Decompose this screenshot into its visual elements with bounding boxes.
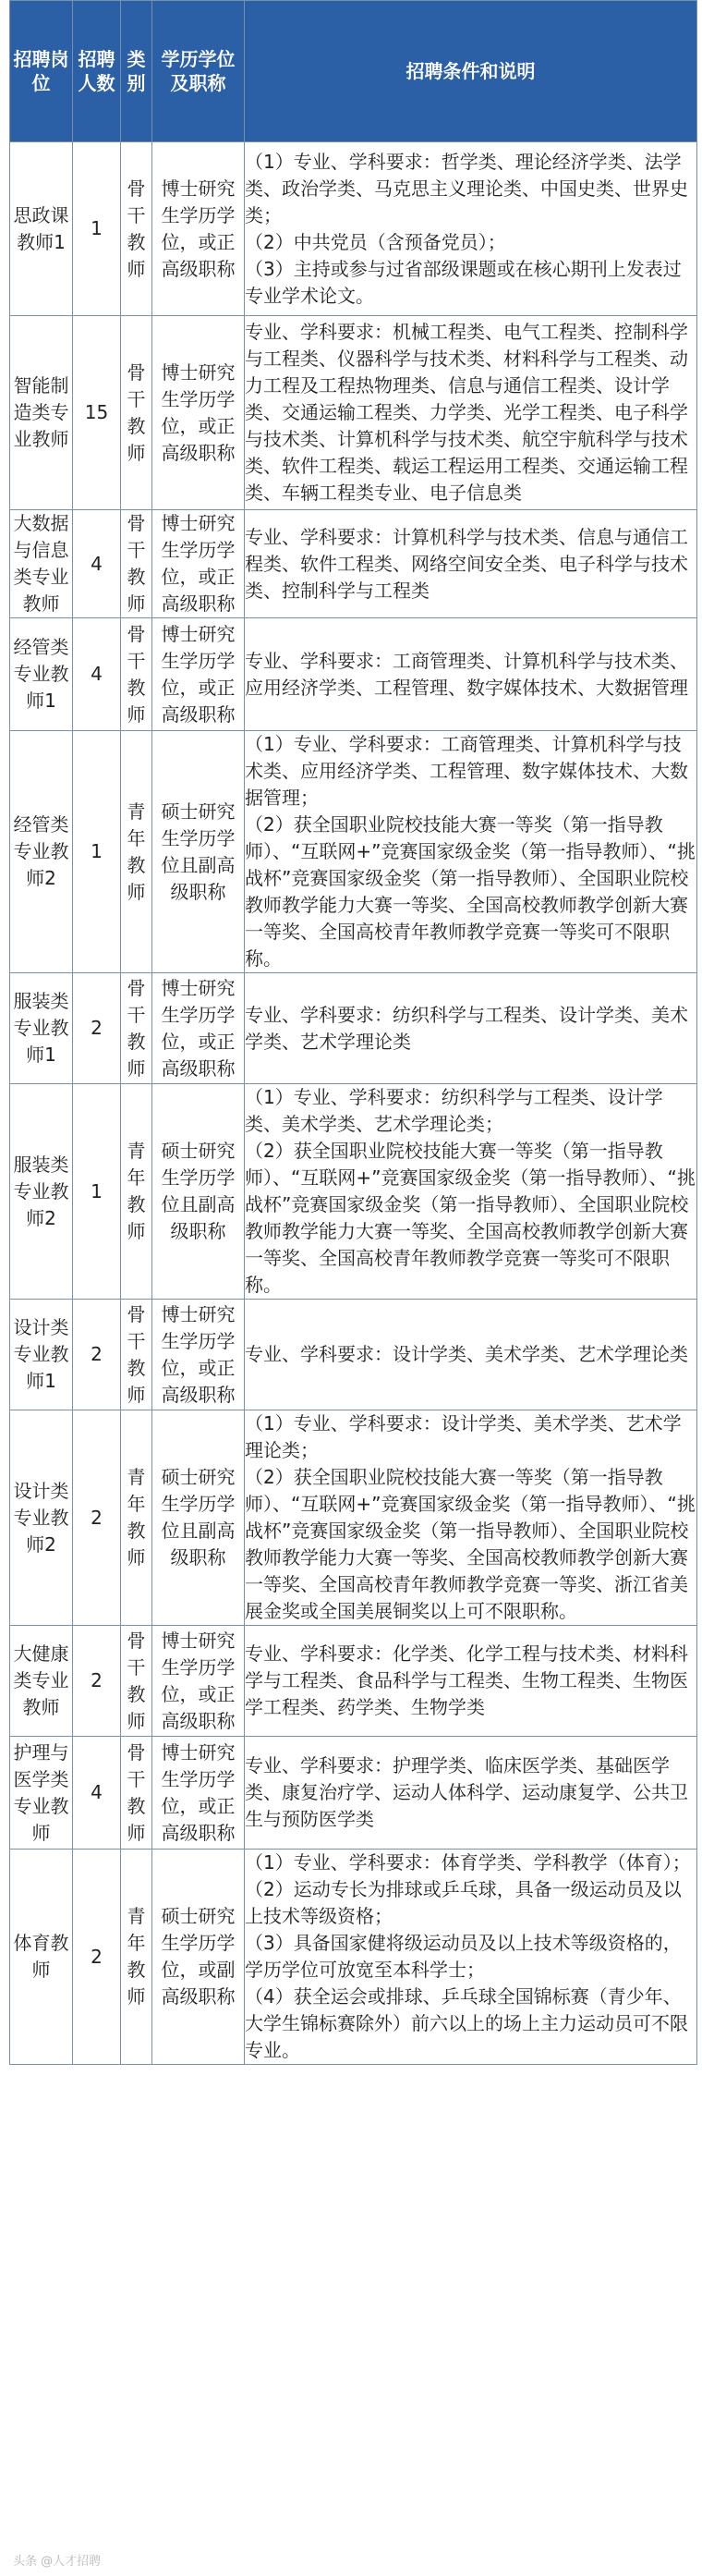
cell-degree: 博士研究生学历学位，或正高级职称: [152, 1737, 245, 1850]
cell-requirements: [245, 1850, 697, 2065]
cell-degree: 硕士研究生学历学位，或副高级职称: [152, 1850, 245, 2065]
cell-post: 经管类专业教师2: [10, 731, 73, 973]
cell-num: 4: [73, 1737, 121, 1850]
table-row: [10, 618, 697, 731]
cell-degree: 硕士研究生学历学位且副高级职称: [152, 1084, 245, 1300]
cell-post: 服装类专业教师2: [10, 1084, 73, 1300]
cell-degree: 博士研究生学历学位，或正高级职称: [152, 316, 245, 510]
cell-num: 2: [73, 1850, 121, 2065]
cell-requirements: [245, 1300, 697, 1410]
cell-post: 经管类专业教师1: [10, 618, 73, 731]
requirement-line: 专业、学科要求：护理学类、临床医学类、基础医学类、康复治疗学、运动人体科学、运动康复学、公共卫生与预防医学类: [245, 1754, 688, 1830]
cell-num: 2: [73, 1410, 121, 1626]
requirement-line: 专业、学科要求：机械工程类、电气工程类、控制科学与工程类、仪器科学与技术类、材料科学与工程类、动力工程及工程热物理类、信息与通信工程类、设计学类、交通运输工程类、力学类、光学工程类、电子科学与技术类、计算机科学与技术类、航空宇航科学与技术类、软件工程类、载运工程运用工程类、交通运输工程类、车辆工程类专业、电子信息类: [245, 321, 688, 504]
cell-type: 骨干教师: [121, 1626, 152, 1737]
cell-requirements: [245, 142, 697, 316]
requirement-line: （1）专业、学科要求：纺织科学与工程类、设计学类、美术学类、艺术学理论类；: [245, 1086, 663, 1135]
cell-num: 2: [73, 1300, 121, 1410]
cell-type: 青年教师: [121, 1410, 152, 1626]
table-header-row: [10, 1, 697, 142]
table-row: [10, 1737, 697, 1850]
cell-post: 设计类专业教师1: [10, 1300, 73, 1410]
cell-type: 骨干教师: [121, 973, 152, 1084]
table-row: [10, 1626, 697, 1737]
cell-type: 骨干教师: [121, 1300, 152, 1410]
cell-requirements: [245, 618, 697, 731]
cell-type: 骨干教师: [121, 510, 152, 618]
requirement-line: （2）中共党员（含预备党员）；: [245, 230, 506, 253]
requirement-line: （4）获全运会或排球、乒乓球全国锦标赛（青少年、大学生锦标赛除外）前六以上的场上主力运动员可不限专业。: [245, 1985, 688, 2061]
cell-post: 大数据与信息类专业教师: [10, 510, 73, 618]
requirement-line: 专业、学科要求：工商管理类、计算机科学与技术类、应用经济学类、工程管理、数字媒体技术、大数据管理: [245, 649, 688, 699]
cell-degree: 博士研究生学历学位，或正高级职称: [152, 973, 245, 1084]
requirement-line: （2）获全国职业院校技能大赛一等奖（第一指导教师）、“互联网+”竞赛国家级金奖（第一指导教师）、“挑战杯”竞赛国家级金奖（第一指导教师）、全国职业院校教师教学能力大赛一等奖、全国高校教师教学创新大赛一等奖、全国高校青年教师教学竞赛一等奖可不限职称。: [245, 1140, 696, 1296]
requirement-line: （1）专业、学科要求：工商管理类、计算机科学与技术类、应用经济学类、工程管理、数字媒体技术、大数据管理；: [245, 733, 688, 809]
cell-degree: 博士研究生学历学位，或正高级职称: [152, 1626, 245, 1737]
requirement-line: （3）主持或参与过省部级课题或在核心期刊上发表过专业学术论文。: [245, 257, 682, 307]
header-num: 招聘人数: [73, 1, 121, 142]
table-row: [10, 973, 697, 1084]
cell-degree: 博士研究生学历学位，或正高级职称: [152, 618, 245, 731]
cell-type: 骨干教师: [121, 142, 152, 316]
cell-degree: 博士研究生学历学位，或正高级职称: [152, 142, 245, 316]
header-degree: 学历学位及职称: [152, 1, 245, 142]
requirement-line: （1）专业、学科要求：哲学类、理论经济学类、法学类、政治学类、马克思主义理论类、中国史类、世界史类；: [245, 150, 688, 226]
header-type: 类别: [121, 1, 152, 142]
cell-post: 服装类专业教师1: [10, 973, 73, 1084]
cell-type: 青年教师: [121, 1084, 152, 1300]
requirement-line: （2）运动专长为排球或乒乓球，具备一级运动员及以上技术等级资格；: [245, 1878, 682, 1927]
cell-post: 设计类专业教师2: [10, 1410, 73, 1626]
cell-requirements: [245, 1626, 697, 1737]
cell-num: 15: [73, 316, 121, 510]
requirement-line: （2）获全国职业院校技能大赛一等奖（第一指导教师）、“互联网+”竞赛国家级金奖（第一指导教师）、“挑战杯”竞赛国家级金奖（第一指导教师）、全国职业院校教师教学能力大赛一等奖、全国高校教师教学创新大赛一等奖、全国高校青年教师教学竞赛一等奖、浙江省美展金奖或全国美展铜奖以上可不限职称。: [245, 1466, 696, 1622]
requirement-line: 专业、学科要求：计算机科学与技术类、信息与通信工程类、软件工程类、网络空间安全类、电子科学与技术类、控制科学与工程类: [245, 525, 688, 602]
table-row: [10, 1410, 697, 1626]
cell-degree: 博士研究生学历学位，或正高级职称: [152, 510, 245, 618]
cell-degree: 博士研究生学历学位，或正高级职称: [152, 1300, 245, 1410]
cell-post: 大健康类专业教师: [10, 1626, 73, 1737]
cell-type: 骨干教师: [121, 1737, 152, 1850]
cell-requirements: [245, 973, 697, 1084]
table-row: [10, 731, 697, 973]
recruitment-table: [9, 0, 697, 2065]
table-row: [10, 316, 697, 510]
cell-post: 护理与医学类专业教师: [10, 1737, 73, 1850]
cell-num: 4: [73, 618, 121, 731]
cell-post: 体育教师: [10, 1850, 73, 2065]
requirement-line: 专业、学科要求：设计学类、美术学类、艺术学理论类: [245, 1343, 688, 1365]
cell-requirements: [245, 316, 697, 510]
cell-type: 骨干教师: [121, 316, 152, 510]
table-row: [10, 1850, 697, 2065]
cell-type: 青年教师: [121, 1850, 152, 2065]
cell-post: 智能制造类专业教师: [10, 316, 73, 510]
requirement-line: （3）具备国家健将级运动员及以上技术等级资格的，学历学位可放宽至本科学士；: [245, 1932, 682, 1981]
cell-num: 2: [73, 1626, 121, 1737]
cell-post: 思政课教师1: [10, 142, 73, 316]
cell-num: 1: [73, 142, 121, 316]
table-body: [10, 142, 697, 2065]
cell-requirements: [245, 1737, 697, 1850]
cell-num: 2: [73, 973, 121, 1084]
cell-requirements: [245, 1084, 697, 1300]
table-row: [10, 510, 697, 618]
cell-requirements: [245, 731, 697, 973]
cell-degree: 硕士研究生学历学位且副高级职称: [152, 731, 245, 973]
cell-num: 1: [73, 1084, 121, 1300]
requirement-line: 专业、学科要求：化学类、化学工程与技术类、材料科学与工程类、食品科学与工程类、生物工程类、生物医学工程类、药学类、生物学类: [245, 1642, 688, 1718]
requirement-line: （2）获全国职业院校技能大赛一等奖（第一指导教师）、“互联网+”竞赛国家级金奖（第一指导教师）、“挑战杯”竞赛国家级金奖（第一指导教师）、全国职业院校教师教学能力大赛一等奖、全国高校教师教学创新大赛一等奖、全国高校青年教师教学竞赛一等奖可不限职称。: [245, 813, 696, 970]
cell-requirements: [245, 1410, 697, 1626]
cell-type: 青年教师: [121, 731, 152, 973]
requirement-line: （1）专业、学科要求：设计学类、美术学类、艺术学理论类；: [245, 1412, 682, 1461]
cell-type: 骨干教师: [121, 618, 152, 731]
cell-requirements: [245, 510, 697, 618]
watermark-text: 头条 @人才招聘: [13, 2555, 102, 2569]
cell-num: 1: [73, 731, 121, 973]
requirement-line: 专业、学科要求：纺织科学与工程类、设计学类、美术学类、艺术学理论类: [245, 1003, 688, 1053]
header-post: 招聘岗位: [10, 1, 73, 142]
table-row: [10, 142, 697, 316]
cell-num: 4: [73, 510, 121, 618]
table-row: [10, 1300, 697, 1410]
header-requirements: 招聘条件和说明: [245, 1, 697, 142]
cell-degree: 硕士研究生学历学位且副高级职称: [152, 1410, 245, 1626]
requirement-line: （1）专业、学科要求：体育学类、学科教学（体育）；: [245, 1851, 691, 1874]
table-row: [10, 1084, 697, 1300]
